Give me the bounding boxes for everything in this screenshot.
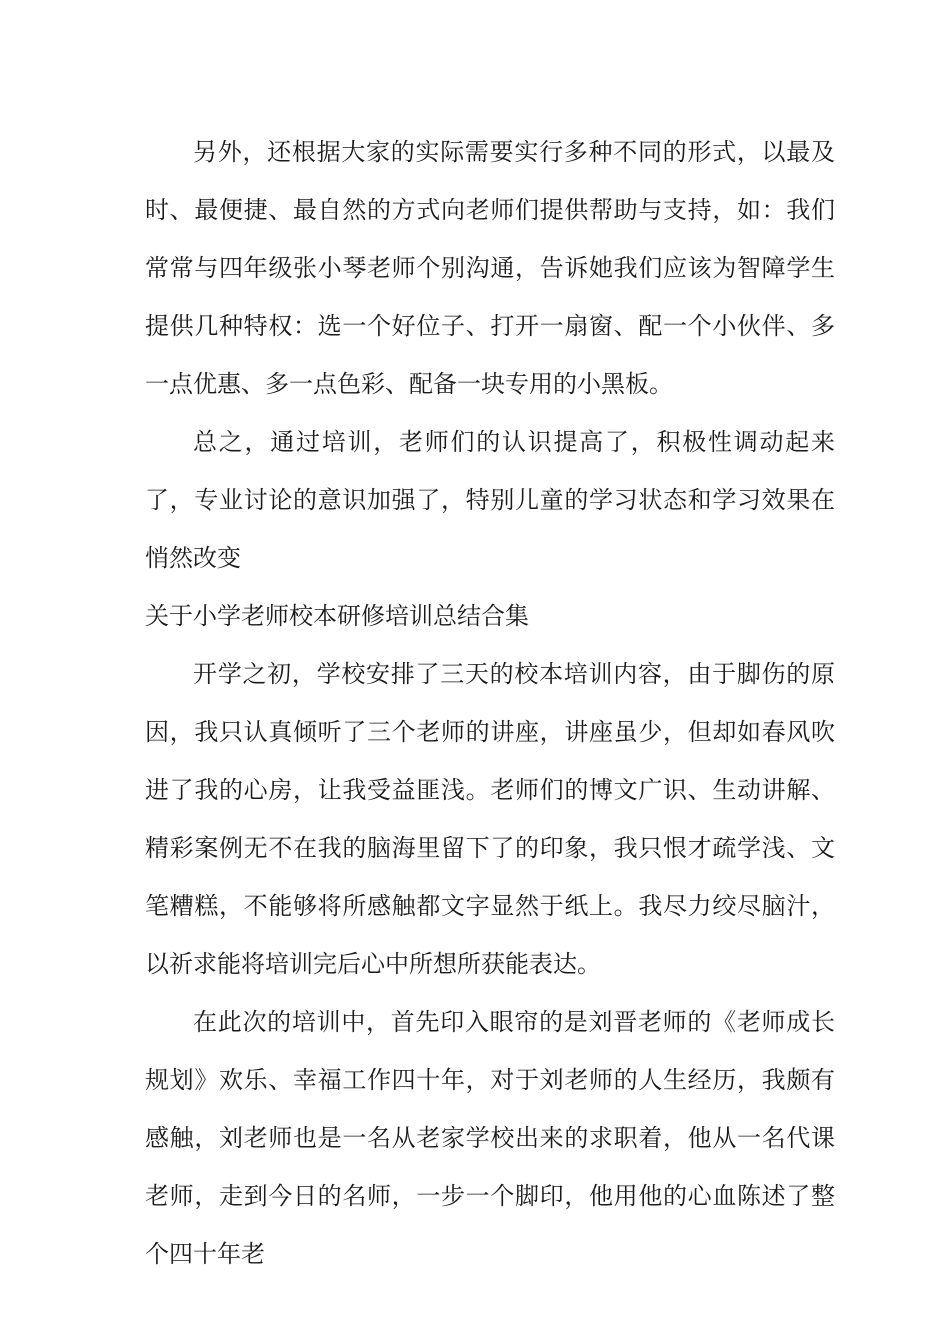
document-body [145,123,835,1283]
paragraph-training-detail: 在此次的培训中，首先印入眼帘的是刘晋老师的《老师成长规划》欢乐、幸福工作四十年，对于刘老师的人生经历，我颇有感触，刘老师也是一名从老家学校出来的求职着，他从一名代课老师，走到今日的名师，一步一个脚印，他用他的心血陈述了整个四十年老 [145,1008,835,1268]
section-heading: 关于小学老师校本研修培训总结合集 [145,602,529,630]
paragraph-summary: 总之，通过培训，老师们的认识提高了，积极性调动起来了，专业讨论的意识加强了，特别儿童的学习状态和学习效果在悄然改变 [145,428,835,572]
paragraph-additional-support: 另外，还根据大家的实际需要实行多种不同的形式，以最及时、最便捷、最自然的方式向老师们提供帮助与支持，如：我们常常与四年级张小琴老师个别沟通，告诉她我们应该为智障学生提供几种特权：选一个好位子、打开一扇窗、配一个小伙伴、多一点优惠、多一点色彩、配备一块专用的小黑板。 [145,138,835,398]
paragraph-training-intro: 开学之初，学校安排了三天的校本培训内容，由于脚伤的原因，我只认真倾听了三个老师的讲座，讲座虽少，但却如春风吹进了我的心房，让我受益匪浅。老师们的博文广识、生动讲解、精彩案例无不在我的脑海里留下了的印象，我只恨才疏学浅、文笔糟糕，不能够将所感触都文字显然于纸上。我尽力绞尽脑汁，以祈求能将培训完后心中所想所获能表达。 [145,660,835,978]
